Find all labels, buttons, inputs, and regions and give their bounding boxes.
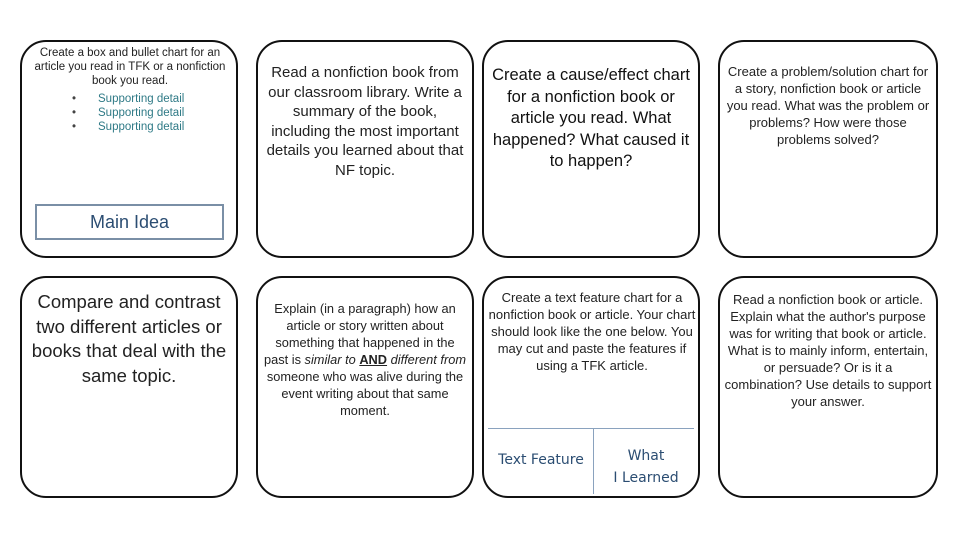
- card-cause-effect-text: Create a cause/effect chart for a nonfiction book or article you read. What happened? What caused it to happen?: [492, 66, 690, 170]
- card-problem-solution-text: Create a problem/solution chart for a story, nonfiction book or article you read. What was the problem or problems? How were those problems solved?: [726, 64, 930, 147]
- chart-top-line: [488, 428, 694, 429]
- chart-divider: [593, 428, 594, 494]
- card-box-bullet-text: Create a box and bullet chart for an article you read in TFK or a nonfiction book you read.: [34, 47, 226, 87]
- bullet-dot-icon: •: [72, 107, 77, 119]
- bullet-dot-icon: •: [72, 121, 77, 133]
- what-i-learned-header: What I Learned: [613, 448, 679, 486]
- card-summary-text: Read a nonfiction book from our classroom library. Write a summary of the book, including the most important details you learned about that NF topic.: [266, 64, 464, 179]
- supporting-detail-list: [22, 92, 232, 134]
- main-idea-box: Main Idea: [35, 204, 224, 240]
- card-author-purpose-text: Read a nonfiction book or article. Explain what the author's purpose was for writing that book or article. What is to mainly inform, entertain, or persuade? Or is it a combination? Use details to support your answer.: [724, 292, 932, 409]
- list-item: • Supporting detail: [72, 93, 185, 105]
- list-item: • Supporting detail: [72, 107, 185, 119]
- list-item: • Supporting detail: [72, 121, 185, 133]
- card-text-feature-text: Create a text feature chart for a nonfiction book or article. Your chart should look like the one below. You may cut and paste the features if using a TFK article.: [488, 290, 696, 373]
- text-feature-header: Text Feature: [498, 452, 584, 468]
- card-explain-past-text: Explain (in a paragraph) how an article or story written about something that happened in the past is similar to AND different from someone who was alive during the event writing about that same moment.: [264, 301, 466, 418]
- card-compare-contrast-text: Compare and contrast two different articles or books that deal with the same topic.: [31, 291, 227, 386]
- bullet-dot-icon: •: [72, 93, 77, 105]
